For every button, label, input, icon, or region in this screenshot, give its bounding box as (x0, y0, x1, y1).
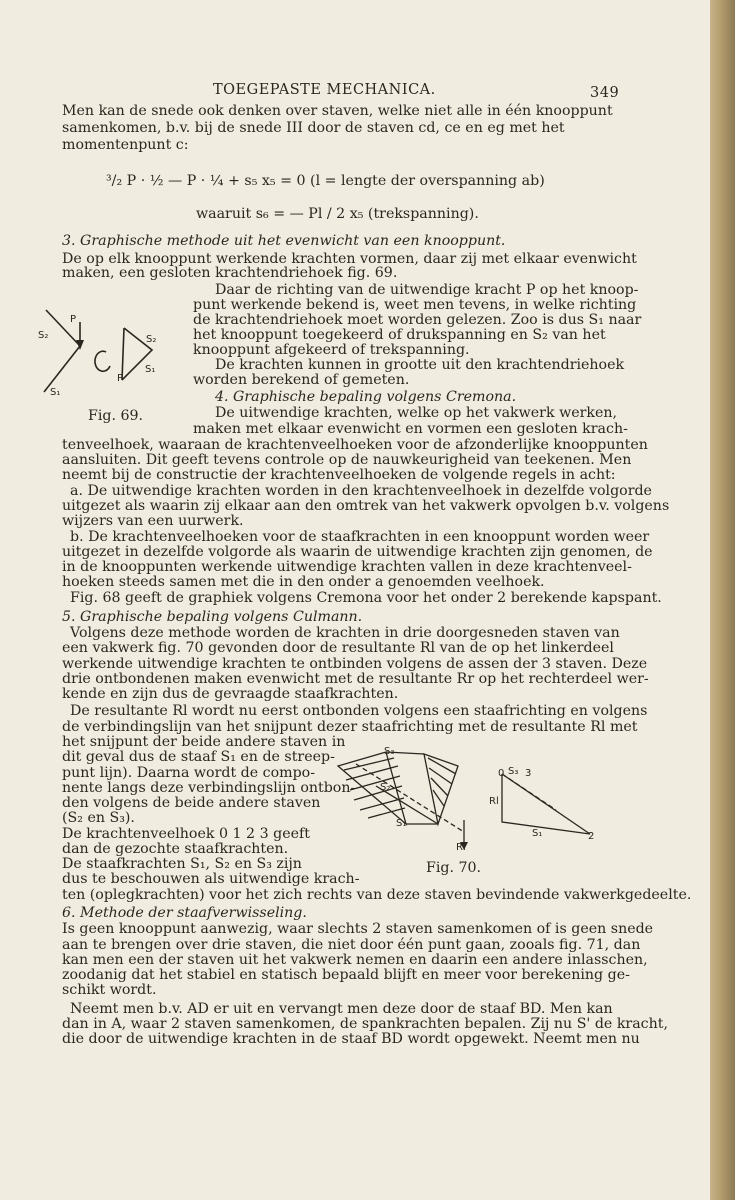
text-line: dan in A, waar 2 staven samenkomen, de spankrachten bepalen. Zij nu S' de kracht, (62, 1016, 668, 1032)
fig69-label-s1-triangle: S₁ (145, 364, 156, 375)
fig70-label-0: 0 (498, 768, 505, 779)
fig70-label-s1: S₁ (396, 818, 407, 829)
fig70-label-rl: Rl (456, 842, 466, 853)
text-line: schikt wordt. (62, 982, 157, 998)
text-line: uitgezet als waarin zij elkaar aan den omtrek van het vakwerk opvolgen b.v. volgens (62, 498, 670, 514)
text-line: de verbindingslijn van het snijpunt dezer staafrichting met de resultante Rl met (62, 719, 638, 735)
fig69-label-p-triangle: P (117, 373, 124, 384)
fig70-label-s1-polygon: S₁ (532, 828, 543, 839)
text-line: b. De krachtenveelhoeken voor de staafkrachten in een knooppunt worden weer (70, 529, 650, 545)
fig69-label-s2-triangle: S₂ (146, 334, 157, 345)
text-line: De krachtenveelhoek 0 1 2 3 geeft (62, 826, 310, 842)
fig69-rotation-arrow (95, 351, 110, 371)
fig70-label-3: 3 (525, 768, 532, 779)
text-line: a. De uitwendige krachten worden in den krachtenveelhoek in dezelfde volgorde (70, 483, 652, 499)
text-line: de krachtendriehoek moet worden gelezen. Zoo is dus S₁ naar (193, 312, 642, 328)
book-spine-edge (710, 0, 735, 1200)
text-line: Men kan de snede ook denken over staven, welke niet alle in één knooppunt (62, 103, 613, 119)
text-line: knooppunt afgekeerd of trekspanning. (193, 342, 470, 358)
text-line: zoodanig dat het stabiel en statisch bepaald blijft en meer voor berekening ge- (62, 967, 630, 983)
text-line: (S₂ en S₃). (62, 810, 135, 826)
text-line: werkende uitwendige krachten te ontbinden volgens de assen der 3 staven. Deze (62, 656, 648, 672)
text-line: punt lijn). Daarna wordt de compo- (62, 765, 316, 781)
text-line: aan te brengen over drie staven, die niet door één punt gaan, zooals fig. 71, dan (62, 937, 641, 953)
text-line: Neemt men b.v. AD er uit en vervangt men deze door de staaf BD. Men kan (70, 1001, 613, 1017)
section-heading: 4. Graphische bepaling volgens Cremona. (215, 389, 517, 405)
text-line: dus te beschouwen als uitwendige krach- (62, 871, 360, 887)
text-line: samenkomen, b.v. bij de snede III door de staven cd, ce en eg met het (62, 120, 565, 136)
fig69-label-s1: S₁ (50, 387, 61, 398)
text-line: hoeken steeds samen met die in den onder a genoemden veelhoek. (62, 574, 545, 590)
text-line: Is geen knooppunt aanwezig, waar slechts 2 staven samenkomen of is geen snede (62, 921, 654, 937)
fig70-label-s2: S₂ (380, 782, 391, 793)
text-line: Daar de richting van de uitwendige kracht P op het knoop- (215, 282, 639, 298)
fig70-label-s3-polygon: S₃ (508, 766, 519, 777)
figure-69-caption: Fig. 69. (88, 408, 144, 424)
text-line: Fig. 68 geeft de graphiek volgens Cremona voor het onder 2 berekende kapspant. (70, 590, 662, 606)
running-header-title: TOEGEPASTE MECHANICA. (213, 82, 436, 98)
page-number: 349 (590, 85, 620, 101)
fig69-label-s2: S₂ (38, 330, 49, 341)
text-line: De staafkrachten S₁, S₂ en S₃ zijn (62, 856, 302, 872)
fig70-label-2: 2 (588, 831, 595, 842)
section-heading: 6. Methode der staafverwisseling. (62, 905, 307, 921)
text-line: uitgezet in dezelfde volgorde als waarin de uitwendige krachten zijn genomen, de (62, 544, 653, 560)
text-line: De resultante Rl wordt nu eerst ontbonden volgens een staafrichting en volgens (70, 703, 648, 719)
text-line: het knooppunt toegekeerd of drukspanning en S₂ van het (193, 327, 606, 343)
text-line: nente langs deze verbindingslijn ontbon- (62, 780, 356, 796)
text-line: dit geval dus de staaf S₁ en de streep- (62, 749, 335, 765)
formula-line: ³/₂ P · ½ — P · ¼ + s₅ x₅ = 0 (l = lengte der overspanning ab) (106, 173, 545, 189)
fig70-dashed-line (356, 764, 464, 832)
text-line: wijzers van een uurwerk. (62, 513, 244, 529)
text-line: het snijpunt der beide andere staven in (62, 734, 346, 750)
text-line: drie ontbondenen maken evenwicht met de resultante Rr op het rechterdeel wer- (62, 671, 649, 687)
section-heading: 5. Graphische bepaling volgens Culmann. (62, 609, 363, 625)
fig70-label-s3: S₃ (384, 746, 395, 757)
text-line: worden berekend of gemeten. (193, 372, 410, 388)
fig70-label-rl-polygon: Rl (489, 796, 499, 807)
text-line: kende en zijn dus de gevraagde staafkrachten. (62, 686, 399, 702)
text-line: Volgens deze methode worden de krachten in drie doorgesneden staven van (70, 625, 620, 641)
text-line: maken met elkaar evenwicht en vormen een gesloten krach- (193, 421, 628, 437)
text-line: neemt bij de constructie der krachtenveelhoeken de volgende regels in acht: (62, 467, 616, 483)
text-line: dan de gezochte staafkrachten. (62, 841, 289, 857)
text-line: punt werkende bekend is, weet men tevens, in welke richting (193, 297, 637, 313)
text-line: die door de uitwendige krachten in de staaf BD wordt opgewekt. Neemt men nu (62, 1031, 640, 1047)
figure-70-caption: Fig. 70. (426, 860, 482, 876)
text-line: maken, een gesloten krachtendriehoek fig. 69. (62, 265, 398, 281)
text-line: kan men een der staven uit het vakwerk nemen en daarin een andere inlasschen, (62, 952, 648, 968)
fig70-force-polygon (502, 774, 590, 834)
text-line: De krachten kunnen in grootte uit den krachtendriehoek (215, 357, 625, 373)
text-line: aansluiten. Dit geeft tevens controle op de nauwkeurigheid van teekenen. Men (62, 452, 632, 468)
text-line: tenveelhoek, waaraan de krachtenveelhoeken voor de afzonderlijke knooppunten (62, 437, 648, 453)
fig69-label-p: P (70, 314, 77, 325)
section-heading: 3. Graphische methode uit het evenwicht van een knooppunt. (62, 233, 506, 249)
text-line: in de knooppunten werkende uitwendige krachten vallen in deze krachtenveel- (62, 559, 632, 575)
text-line: momentenpunt c: (62, 137, 189, 153)
text-line: een vakwerk fig. 70 gevonden door de resultante Rl van de op het linkerdeel (62, 640, 614, 656)
formula-line: waaruit s₆ = — Pl / 2 x₅ (trekspanning). (196, 206, 479, 222)
text-line: De op elk knooppunt werkende krachten vormen, daar zij met elkaar evenwicht (62, 251, 637, 267)
text-line: De uitwendige krachten, welke op het vakwerk werken, (215, 405, 618, 421)
text-line: den volgens de beide andere staven (62, 795, 321, 811)
text-line: ten (oplegkrachten) voor het zich rechts van deze staven bevindende vakwerkgedeelte. (62, 887, 692, 903)
